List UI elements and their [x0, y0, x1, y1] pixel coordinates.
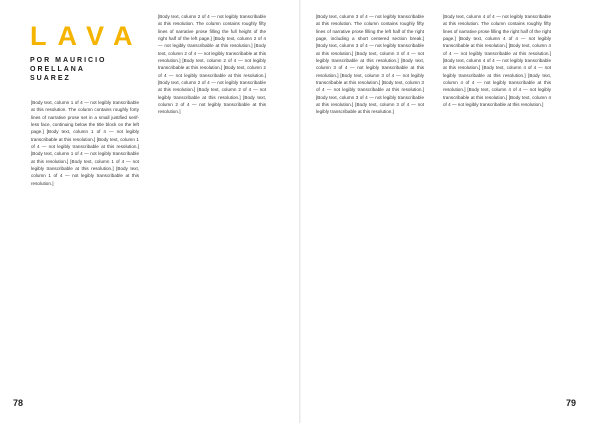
story-title: LAVA [30, 21, 144, 51]
body-column-3: [Body text, column 3 of 4 — not legibly transcribable at this resolution. The column contains roughly fifty lines of narrative prose filling the left half of the right page, including a short centered section break.] [Body text, column 3 of 4 — not legibly transcribable at this resolution.] [Body text, column 3 of 4 — not legibly transcribable at this resolution.] [Body text, column 3 of 4 — not legibly transcribable at this resolution.] [Body text, column 3 of 4 — not legibly transcribable at this resolution.] [Body text, column 3 of 4 — not legibly transcribable at this resolution.] [Body text, column 3 of 4 — not legibly transcribable at this resolution.] [Body text, column 3 of 4 — not legibly transcribable at this resolution.] [316, 14, 424, 115]
body-column-4: [Body text, column 4 of 4 — not legibly transcribable at this resolution. The column contains roughly fifty lines of narrative prose filling the right half of the right page.] [Body text, column 4 of 4 — not legibly transcribable at this resolution.] [Body text, column 4 of 4 — not legibly transcribable at this resolution.] [Body text, column 4 of 4 — not legibly transcribable at this resolution.] [Body text, column 4 of 4 — not legibly transcribable at this resolution.] [Body text, column 4 of 4 — not legibly transcribable at this resolution.] [Body text, column 4 of 4 — not legibly transcribable at this resolution.] [Body text, column 4 of 4 — not legibly transcribable at this resolution.] [443, 14, 551, 108]
body-column-2: [Body text, column 2 of 4 — not legibly transcribable at this resolution. The column contains roughly fifty lines of narrative prose filling the full height of the right half of the left page.] [Body text, column 2 of 4 — not legibly transcribable at this resolution.] [Body text, column 2 of 4 — not legibly transcribable at this resolution.] [Body text, column 2 of 4 — not legibly transcribable at this resolution.] [Body text, column 2 of 4 — not legibly transcribable at this resolution.] [Body text, column 2 of 4 — not legibly transcribable at this resolution.] [Body text, column 2 of 4 — not legibly transcribable at this resolution.] [Body text, column 2 of 4 — not legibly transcribable at this resolution.] [158, 14, 266, 115]
right-page-number: 79 [566, 398, 577, 408]
body-column-1: [Body text, column 1 of 4 — not legibly transcribable at this resolution. The column contains roughly forty lines of narrative prose set in a small justified serif-less face, continuing below the title block on the left page.] [Body text, column 1 of 4 — not legibly transcribable at this resolution.] [Body text, column 1 of 4 — not legibly transcribable at this resolution.] [Body text, column 1 of 4 — not legibly transcribable at this resolution.] [Body text, column 1 of 4 — not legibly transcribable at this resolution.] [Body text, column 1 of 4 — not legibly transcribable at this resolution.] [31, 100, 139, 186]
title-block [30, 22, 150, 83]
left-page-number: 78 [13, 398, 24, 408]
author-byline: POR MAURICIO ORELLANA SUAREZ [30, 57, 107, 82]
page-gutter [299, 0, 301, 423]
